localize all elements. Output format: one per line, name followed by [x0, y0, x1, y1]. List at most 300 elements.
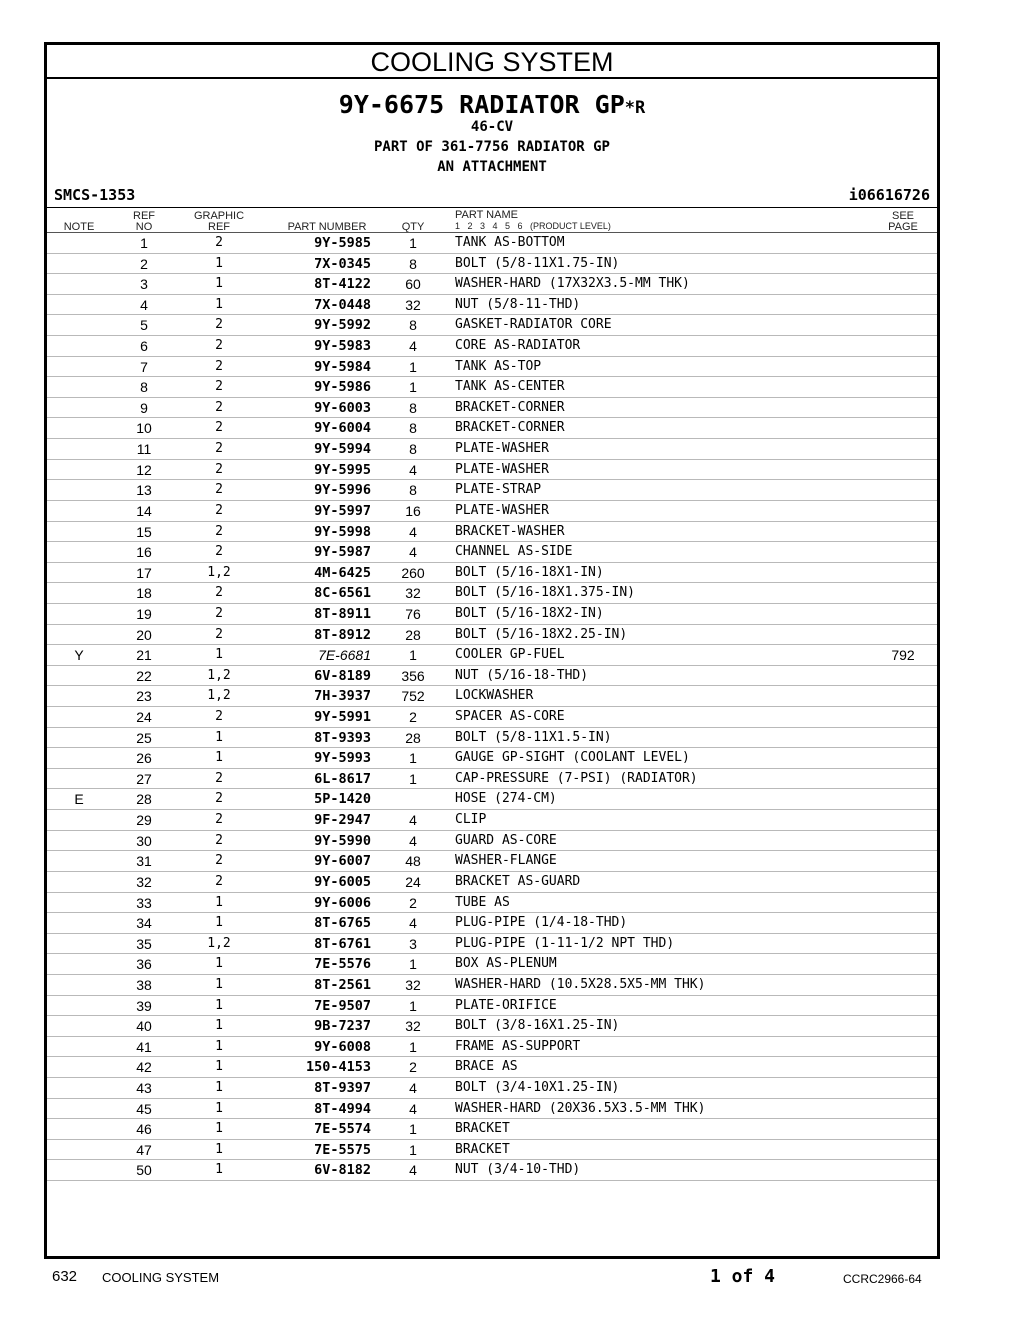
part-name-cell: WASHER-HARD (17X32X3.5-MM THK)	[455, 276, 690, 292]
qty-cell: 32	[405, 976, 421, 993]
ref-no-cell: 35	[136, 935, 152, 952]
table-row	[47, 357, 937, 378]
ref-no-cell: 27	[136, 770, 152, 787]
ref-no-cell: 42	[136, 1059, 152, 1076]
parts-table	[47, 233, 937, 1181]
part-name-cell: NUT (5/8-11-THD)	[455, 296, 581, 312]
part-number-cell: 9Y-5991	[314, 709, 371, 726]
note-cell: Y	[74, 647, 84, 664]
qty-cell: 1	[409, 997, 417, 1014]
graphic-ref-cell: 1	[215, 1100, 223, 1116]
part-number-cell: 7E-9507	[314, 997, 371, 1014]
part-name-cell: PLATE-WASHER	[455, 461, 549, 477]
graphic-ref-cell: 2	[215, 338, 223, 354]
col-ref-top: REF	[133, 210, 155, 222]
footer-code: CCRC2966-64	[843, 1272, 922, 1286]
table-row	[47, 707, 937, 728]
graphic-ref-cell: 2	[215, 461, 223, 477]
graphic-ref-cell: 2	[215, 770, 223, 786]
part-number-cell: 9Y-5995	[314, 461, 371, 478]
part-name-cell: BRACKET-CORNER	[455, 399, 565, 415]
graphic-ref-cell: 1	[215, 956, 223, 972]
part-number-cell: 4M-6425	[314, 564, 371, 581]
table-row	[47, 769, 937, 790]
part-number-cell: 8T-8912	[314, 626, 371, 643]
graphic-ref-cell: 1	[215, 1141, 223, 1157]
col-graphic-top: GRAPHIC	[193, 210, 245, 222]
graphic-ref-cell: 1,2	[207, 667, 231, 683]
ref-no-cell: 41	[136, 1038, 152, 1055]
part-name-cell: COOLER GP-FUEL	[455, 647, 565, 663]
qty-cell: 4	[409, 915, 417, 932]
ref-no-cell: 3	[140, 276, 148, 293]
part-number-cell: 7X-0345	[314, 255, 371, 272]
part-number-cell: 9Y-6005	[314, 873, 371, 890]
smcs-code: SMCS-1353	[54, 186, 136, 204]
table-row	[47, 1119, 937, 1140]
ref-no-cell: 12	[136, 461, 152, 478]
graphic-ref-cell: 2	[215, 420, 223, 436]
part-name-cell: WASHER-HARD (20X36.5X3.5-MM THK)	[455, 1100, 706, 1116]
ref-no-cell: 23	[136, 688, 152, 705]
ref-no-cell: 20	[136, 626, 152, 643]
table-row	[47, 233, 937, 254]
part-number-cell: 9Y-5996	[314, 482, 371, 499]
table-row	[47, 810, 937, 831]
ref-no-cell: 25	[136, 729, 152, 746]
qty-cell: 4	[409, 1100, 417, 1117]
part-name-cell: GUARD AS-CORE	[455, 832, 557, 848]
part-number-cell: 9Y-6003	[314, 399, 371, 416]
qty-cell: 8	[409, 255, 417, 272]
part-name-cell: NUT (5/16-18-THD)	[455, 667, 589, 683]
ref-no-cell: 9	[140, 399, 148, 416]
ref-no-cell: 30	[136, 832, 152, 849]
ref-no-cell: 21	[136, 647, 152, 664]
part-number-cell: 9Y-5983	[314, 338, 371, 355]
ref-no-cell: 38	[136, 976, 152, 993]
part-name-cell: PLATE-WASHER	[455, 441, 549, 457]
qty-cell: 1	[409, 1038, 417, 1055]
ref-no-cell: 18	[136, 585, 152, 602]
qty-cell: 2	[409, 1059, 417, 1076]
qty-cell: 8	[409, 420, 417, 437]
ref-no-cell: 33	[136, 894, 152, 911]
qty-cell: 1	[409, 750, 417, 767]
graphic-ref-cell: 2	[215, 235, 223, 250]
part-number-cell: 9Y-5998	[314, 523, 371, 540]
part-number-cell: 9Y-5990	[314, 832, 371, 849]
part-number-cell: 8T-4994	[314, 1100, 371, 1117]
ref-no-cell: 45	[136, 1100, 152, 1117]
ref-no-cell: 6	[140, 338, 148, 355]
table-row	[47, 913, 937, 934]
graphic-ref-cell: 1	[215, 1059, 223, 1075]
qty-cell: 4	[409, 1162, 417, 1179]
table-row	[47, 501, 937, 522]
ref-no-cell: 26	[136, 750, 152, 767]
table-row	[47, 336, 937, 357]
part-name-cell: PLATE-STRAP	[455, 482, 542, 498]
ref-no-cell: 22	[136, 667, 152, 684]
part-number-cell: 8T-8911	[314, 605, 371, 622]
graphic-ref-cell: 1,2	[207, 688, 231, 704]
graphic-ref-cell: 2	[215, 791, 223, 807]
part-name-cell: GASKET-RADIATOR CORE	[455, 317, 612, 333]
ref-no-cell: 32	[136, 873, 152, 890]
part-name-cell: BRACKET	[455, 1141, 510, 1157]
qty-cell: 1	[409, 379, 417, 396]
part-number-cell: 8C-6561	[314, 585, 371, 602]
part-number-cell: 8T-6765	[314, 915, 371, 932]
qty-cell: 32	[405, 585, 421, 602]
qty-cell: 28	[405, 626, 421, 643]
qty-cell: 28	[405, 729, 421, 746]
part-name-cell: BRACKET-WASHER	[455, 523, 565, 539]
table-row	[47, 377, 937, 398]
graphic-ref-cell: 1	[215, 296, 223, 312]
part-number-cell: 5P-1420	[314, 791, 371, 808]
qty-cell: 4	[409, 523, 417, 540]
part-name-cell: PLATE-ORIFICE	[455, 997, 557, 1013]
graphic-ref-cell: 2	[215, 523, 223, 539]
graphic-ref-cell: 2	[215, 379, 223, 395]
table-row	[47, 1016, 937, 1037]
group-subtitle-3: AN ATTACHMENT	[437, 159, 547, 175]
part-name-cell: PLUG-PIPE (1-11-1/2 NPT THD)	[455, 935, 675, 951]
part-number-cell: 9Y-5984	[314, 358, 371, 375]
ref-no-cell: 29	[136, 812, 152, 829]
ref-no-cell: 11	[136, 441, 152, 458]
col-ref-bottom: NO	[135, 221, 153, 233]
group-subtitle-2: PART OF 361-7756 RADIATOR GP	[373, 139, 610, 155]
part-name-cell: CHANNEL AS-SIDE	[455, 544, 573, 560]
qty-cell: 356	[401, 667, 425, 684]
ref-no-cell: 24	[136, 709, 152, 726]
graphic-ref-cell: 1	[215, 750, 223, 766]
part-name-cell: LOCKWASHER	[455, 688, 534, 704]
graphic-ref-cell: 2	[215, 626, 223, 642]
graphic-ref-cell: 2	[215, 544, 223, 560]
ref-no-cell: 36	[136, 956, 152, 973]
part-name-cell: BOLT (5/16-18X2.25-IN)	[455, 626, 628, 642]
table-row	[47, 645, 937, 666]
qty-cell: 8	[409, 317, 417, 334]
table-row	[47, 274, 937, 295]
part-name-cell: BOLT (5/8-11X1.75-IN)	[455, 255, 620, 271]
part-name-cell: BOLT (5/16-18X1-IN)	[455, 564, 604, 580]
qty-cell: 8	[409, 482, 417, 499]
graphic-ref-cell: 1	[215, 255, 223, 271]
part-number-cell: 8T-4122	[314, 276, 371, 293]
col-note: NOTE	[63, 221, 95, 233]
part-number-cell: 7H-3937	[314, 688, 371, 705]
part-number-cell: 9Y-5994	[314, 441, 371, 458]
part-name-cell: CAP-PRESSURE (7-PSI) (RADIATOR)	[455, 770, 698, 786]
graphic-ref-cell: 1	[215, 1038, 223, 1054]
table-row	[47, 480, 937, 501]
part-name-cell: SPACER AS-CORE	[455, 709, 565, 725]
parts-list-frame	[44, 42, 940, 1259]
graphic-ref-cell: 2	[215, 853, 223, 869]
qty-cell: 48	[405, 853, 421, 870]
part-number-cell: 6L-8617	[314, 770, 371, 787]
part-number-cell: 8T-2561	[314, 976, 371, 993]
graphic-ref-cell: 2	[215, 399, 223, 415]
part-name-cell: BRACE AS	[455, 1059, 518, 1075]
col-product-levels: 1 2 3 4 5 6 (PRODUCT LEVEL)	[455, 221, 611, 231]
part-name-cell: NUT (3/4-10-THD)	[455, 1162, 581, 1178]
table-row	[47, 1099, 937, 1120]
see-page-cell: 792	[891, 647, 915, 664]
table-row	[47, 625, 937, 646]
part-name-cell: FRAME AS-SUPPORT	[455, 1038, 581, 1054]
ref-no-cell: 15	[136, 523, 152, 540]
table-row	[47, 831, 937, 852]
table-row	[47, 1160, 937, 1181]
part-name-cell: BOLT (5/8-11X1.5-IN)	[455, 729, 612, 745]
ref-no-cell: 2	[140, 255, 148, 272]
part-number-cell: 9Y-5986	[314, 379, 371, 396]
col-qty: QTY	[401, 221, 425, 233]
qty-cell: 1	[409, 956, 417, 973]
qty-cell: 4	[409, 832, 417, 849]
part-name-cell: BOLT (3/4-10X1.25-IN)	[455, 1079, 620, 1095]
ref-no-cell: 39	[136, 997, 152, 1014]
col-graphic-bottom: REF	[208, 221, 230, 233]
ref-no-cell: 40	[136, 1018, 152, 1035]
ref-no-cell: 47	[136, 1141, 152, 1158]
table-row	[47, 295, 937, 316]
table-row	[47, 893, 937, 914]
graphic-ref-cell: 2	[215, 709, 223, 725]
table-row	[47, 398, 937, 419]
section-title: COOLING SYSTEM	[47, 45, 937, 79]
graphic-ref-cell: 1	[215, 276, 223, 292]
graphic-ref-cell: 2	[215, 502, 223, 518]
part-number-cell: 9Y-5987	[314, 544, 371, 561]
graphic-ref-cell: 2	[215, 482, 223, 498]
part-name-cell: BRACKET	[455, 1121, 510, 1137]
table-row	[47, 789, 937, 810]
ref-no-cell: 19	[136, 605, 152, 622]
note-cell: E	[74, 791, 84, 808]
part-name-cell: TANK AS-TOP	[455, 358, 542, 374]
part-number-cell: 7E-6681	[318, 647, 371, 664]
qty-cell: 1	[409, 235, 417, 251]
part-name-cell: TANK AS-BOTTOM	[455, 235, 565, 250]
part-number-cell: 9Y-5985	[314, 235, 371, 251]
part-name-cell: BOLT (5/16-18X1.375-IN)	[455, 585, 636, 601]
part-number-cell: 9Y-5993	[314, 750, 371, 767]
ref-no-cell: 34	[136, 915, 152, 932]
qty-cell: 1	[409, 770, 417, 787]
illustration-id: i06616726	[848, 186, 930, 204]
col-part-name: PART NAME	[455, 209, 518, 221]
graphic-ref-cell: 2	[215, 873, 223, 889]
qty-cell: 8	[409, 399, 417, 416]
graphic-ref-cell: 1	[215, 1162, 223, 1178]
part-name-cell: WASHER-HARD (10.5X28.5X5-MM THK)	[455, 976, 706, 992]
group-title-mark: *R	[624, 98, 646, 118]
table-row	[47, 439, 937, 460]
group-subtitle-1: 46-CV	[470, 119, 514, 135]
qty-cell: 16	[405, 502, 421, 519]
ref-no-cell: 17	[136, 564, 152, 581]
ref-no-cell: 13	[136, 482, 152, 499]
ref-no-cell: 8	[140, 379, 148, 396]
part-number-cell: 9Y-5997	[314, 502, 371, 519]
qty-cell: 24	[405, 873, 421, 890]
table-row	[47, 604, 937, 625]
part-name-cell: CORE AS-RADIATOR	[455, 338, 581, 354]
footer-page-number: 632	[52, 1268, 78, 1285]
part-number-cell: 8T-9397	[314, 1079, 371, 1096]
part-number-cell: 9Y-6008	[314, 1038, 371, 1055]
graphic-ref-cell: 1	[215, 915, 223, 931]
table-row	[47, 254, 937, 275]
graphic-ref-cell: 1	[215, 647, 223, 663]
qty-cell: 32	[405, 1018, 421, 1035]
part-number-cell: 9Y-6007	[314, 853, 371, 870]
table-row	[47, 315, 937, 336]
graphic-ref-cell: 2	[215, 605, 223, 621]
graphic-ref-cell: 2	[215, 585, 223, 601]
part-number-cell: 9Y-6004	[314, 420, 371, 437]
group-title-text: 9Y-6675 RADIATOR GP	[338, 90, 625, 119]
graphic-ref-cell: 1	[215, 997, 223, 1013]
table-row	[47, 1078, 937, 1099]
part-number-cell: 8T-9393	[314, 729, 371, 746]
graphic-ref-cell: 1	[215, 976, 223, 992]
ref-no-cell: 4	[140, 296, 148, 313]
ref-no-cell: 50	[136, 1162, 152, 1179]
footer-section: COOLING SYSTEM	[102, 1270, 220, 1285]
part-name-cell: WASHER-FLANGE	[455, 853, 557, 869]
part-number-cell: 9B-7237	[314, 1018, 371, 1035]
table-row	[47, 748, 937, 769]
part-number-cell: 150-4153	[305, 1059, 371, 1076]
col-part-number: PART NUMBER	[287, 221, 367, 233]
table-row	[47, 975, 937, 996]
table-row	[47, 563, 937, 584]
part-number-cell: 7E-5575	[314, 1141, 371, 1158]
table-row	[47, 851, 937, 872]
table-row	[47, 872, 937, 893]
table-row	[47, 728, 937, 749]
graphic-ref-cell: 1	[215, 729, 223, 745]
qty-cell: 2	[409, 709, 417, 726]
ref-no-cell: 28	[136, 791, 152, 808]
part-name-cell: TANK AS-CENTER	[455, 379, 565, 395]
graphic-ref-cell: 1	[215, 1079, 223, 1095]
qty-cell: 76	[405, 605, 421, 622]
part-number-cell: 9Y-6006	[314, 894, 371, 911]
ref-no-cell: 1	[140, 235, 148, 251]
qty-cell: 8	[409, 441, 417, 458]
part-number-cell: 9Y-5992	[314, 317, 371, 334]
graphic-ref-cell: 2	[215, 441, 223, 457]
part-number-cell: 6V-8189	[314, 667, 371, 684]
table-row	[47, 542, 937, 563]
table-row	[47, 934, 937, 955]
ref-no-cell: 16	[136, 544, 152, 561]
graphic-ref-cell: 1	[215, 894, 223, 910]
graphic-ref-cell: 2	[215, 317, 223, 333]
table-row	[47, 666, 937, 687]
qty-cell: 752	[401, 688, 425, 705]
table-row	[47, 954, 937, 975]
qty-cell: 1	[409, 1141, 417, 1158]
part-name-cell: BOX AS-PLENUM	[455, 956, 557, 972]
table-row	[47, 418, 937, 439]
table-row	[47, 460, 937, 481]
graphic-ref-cell: 2	[215, 832, 223, 848]
table-row	[47, 686, 937, 707]
graphic-ref-cell: 2	[215, 812, 223, 828]
part-name-cell: BRACKET-CORNER	[455, 420, 565, 436]
qty-cell: 4	[409, 544, 417, 561]
part-name-cell: GAUGE GP-SIGHT (COOLANT LEVEL)	[455, 750, 690, 766]
qty-cell: 3	[409, 935, 417, 952]
footer-sheet: 1 of 4	[710, 1266, 776, 1287]
part-number-cell: 8T-6761	[314, 935, 371, 952]
ref-no-cell: 43	[136, 1079, 152, 1096]
ref-no-cell: 46	[136, 1121, 152, 1138]
qty-cell: 4	[409, 461, 417, 478]
part-name-cell: HOSE (274-CM)	[455, 791, 557, 807]
part-name-cell: TUBE AS	[455, 894, 510, 910]
part-name-cell: PLUG-PIPE (1/4-18-THD)	[455, 915, 628, 931]
table-row	[47, 522, 937, 543]
part-name-cell: BOLT (3/8-16X1.25-IN)	[455, 1018, 620, 1034]
part-name-cell: PLATE-WASHER	[455, 502, 549, 518]
ref-no-cell: 14	[136, 502, 152, 519]
part-number-cell: 7E-5576	[314, 956, 371, 973]
qty-cell: 32	[405, 296, 421, 313]
part-number-cell: 7X-0448	[314, 296, 371, 313]
graphic-ref-cell: 2	[215, 358, 223, 374]
qty-cell: 1	[409, 358, 417, 375]
qty-cell: 1	[409, 1121, 417, 1138]
qty-cell: 4	[409, 1079, 417, 1096]
table-row	[47, 1037, 937, 1058]
qty-cell: 260	[401, 564, 425, 581]
graphic-ref-cell: 1	[215, 1018, 223, 1034]
ref-no-cell: 31	[136, 853, 152, 870]
part-name-cell: CLIP	[455, 812, 487, 828]
col-see-top: SEE	[891, 210, 914, 222]
graphic-ref-cell: 1	[215, 1121, 223, 1137]
ref-no-cell: 5	[140, 317, 148, 334]
qty-cell: 4	[409, 812, 417, 829]
table-row	[47, 583, 937, 604]
header-top-rule	[47, 207, 937, 208]
part-number-cell: 9F-2947	[314, 812, 371, 829]
graphic-ref-cell: 1,2	[207, 564, 231, 580]
part-number-cell: 6V-8182	[314, 1162, 371, 1179]
part-name-cell: BOLT (5/16-18X2-IN)	[455, 605, 604, 621]
table-row	[47, 996, 937, 1017]
ref-no-cell: 7	[140, 358, 148, 375]
table-row	[47, 1140, 937, 1161]
qty-cell: 1	[409, 647, 417, 664]
table-row	[47, 1057, 937, 1078]
graphic-ref-cell: 1,2	[207, 935, 231, 951]
qty-cell: 2	[409, 894, 417, 911]
qty-cell: 60	[405, 276, 421, 293]
ref-no-cell: 10	[136, 420, 152, 437]
